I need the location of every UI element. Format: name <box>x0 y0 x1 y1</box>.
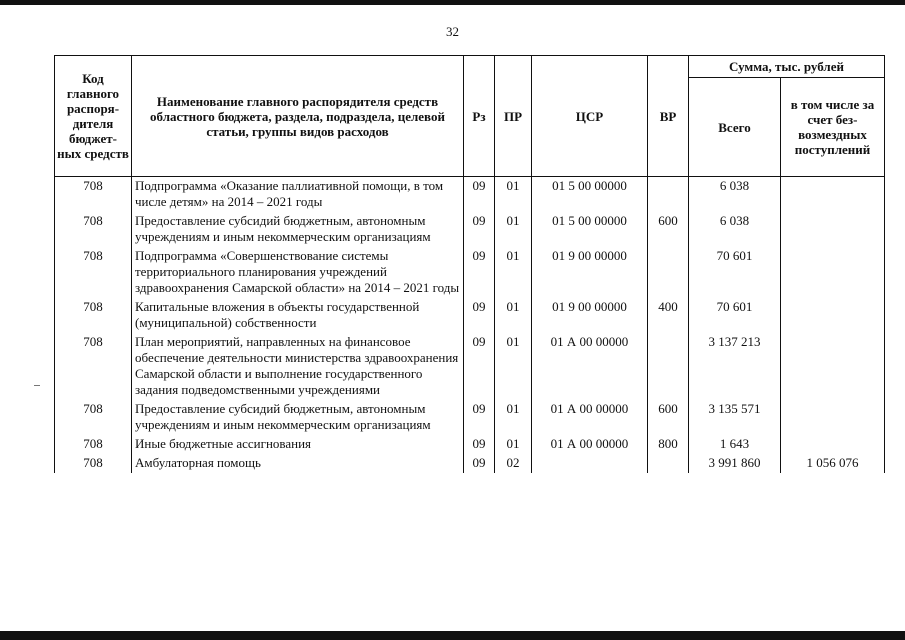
header-csr: ЦСР <box>532 56 648 177</box>
cell-vr <box>648 247 689 298</box>
cell-total: 70 601 <box>689 247 781 298</box>
table-row <box>55 298 885 333</box>
cell-vr: 600 <box>648 212 689 247</box>
cell-vr: 800 <box>648 435 689 454</box>
cell-grants <box>781 333 885 400</box>
budget-table <box>54 55 885 473</box>
cell-pr: 01 <box>495 435 532 454</box>
table-row <box>55 400 885 435</box>
cell-grants <box>781 247 885 298</box>
cell-name: Капитальные вложения в объекты государственной (муниципальной) собственности <box>132 298 464 333</box>
cell-code: 708 <box>55 400 132 435</box>
table-row <box>55 435 885 454</box>
table-row <box>55 177 885 213</box>
cell-code: 708 <box>55 212 132 247</box>
cell-name: Подпрограмма «Оказание паллиативной помощи, в том числе детям» на 2014 – 2021 годы <box>132 177 464 213</box>
cell-pr: 01 <box>495 247 532 298</box>
cell-code: 708 <box>55 435 132 454</box>
cell-csr: 01 9 00 00000 <box>532 247 648 298</box>
cell-name: План мероприятий, направленных на финансовое обеспечение деятельности министерства здравоохранения Самарской области и выполнение государственного задания подведомственными учреждениями <box>132 333 464 400</box>
cell-total: 3 137 213 <box>689 333 781 400</box>
header-total: Всего <box>689 78 781 177</box>
cell-vr <box>648 177 689 213</box>
cell-pr: 01 <box>495 212 532 247</box>
header-code: Код главного распоря-дителя бюджет-ных средств <box>55 56 132 177</box>
margin-mark <box>34 385 40 386</box>
cell-total: 6 038 <box>689 212 781 247</box>
cell-rz: 09 <box>464 247 495 298</box>
cell-name: Предоставление субсидий бюджетным, автономным учреждениям и иным некоммерческим организациям <box>132 212 464 247</box>
cell-code: 708 <box>55 298 132 333</box>
cell-grants <box>781 298 885 333</box>
header-grants: в том числе за счет без-возмездных поступлений <box>781 78 885 177</box>
header-pr: ПР <box>495 56 532 177</box>
header-name: Наименование главного распорядителя средств областного бюджета, раздела, подраздела, целевой статьи, группы видов расходов <box>132 56 464 177</box>
cell-pr: 01 <box>495 333 532 400</box>
cell-csr: 01 А 00 00000 <box>532 333 648 400</box>
page-number: 32 <box>446 24 459 39</box>
cell-grants: 1 056 076 <box>781 454 885 473</box>
cell-pr: 01 <box>495 400 532 435</box>
cell-grants <box>781 177 885 213</box>
cell-vr: 400 <box>648 298 689 333</box>
header-vr: ВР <box>648 56 689 177</box>
cell-name: Амбулаторная помощь <box>132 454 464 473</box>
table-header <box>55 56 885 177</box>
cell-grants <box>781 435 885 454</box>
cell-rz: 09 <box>464 177 495 213</box>
table-body <box>55 177 885 474</box>
cell-rz: 09 <box>464 333 495 400</box>
bottom-border-bar <box>0 631 905 640</box>
top-border-bar <box>0 0 905 5</box>
cell-total: 6 038 <box>689 177 781 213</box>
table-row <box>55 333 885 400</box>
cell-name: Иные бюджетные ассигнования <box>132 435 464 454</box>
cell-csr: 01 9 00 00000 <box>532 298 648 333</box>
cell-vr <box>648 333 689 400</box>
table-row <box>55 247 885 298</box>
cell-vr: 600 <box>648 400 689 435</box>
cell-total: 1 643 <box>689 435 781 454</box>
cell-csr: 01 5 00 00000 <box>532 212 648 247</box>
table-row <box>55 454 885 473</box>
cell-total: 70 601 <box>689 298 781 333</box>
cell-code: 708 <box>55 177 132 213</box>
cell-total: 3 135 571 <box>689 400 781 435</box>
cell-grants <box>781 400 885 435</box>
cell-rz: 09 <box>464 435 495 454</box>
header-sum-group: Сумма, тыс. рублей <box>689 56 885 78</box>
cell-vr <box>648 454 689 473</box>
table-row <box>55 212 885 247</box>
cell-code: 708 <box>55 454 132 473</box>
cell-rz: 09 <box>464 212 495 247</box>
cell-csr: 01 5 00 00000 <box>532 177 648 213</box>
cell-code: 708 <box>55 247 132 298</box>
cell-rz: 09 <box>464 454 495 473</box>
cell-grants <box>781 212 885 247</box>
cell-pr: 02 <box>495 454 532 473</box>
cell-rz: 09 <box>464 298 495 333</box>
cell-csr <box>532 454 648 473</box>
cell-csr: 01 А 00 00000 <box>532 400 648 435</box>
cell-name: Предоставление субсидий бюджетным, автономным учреждениям и иным некоммерческим организациям <box>132 400 464 435</box>
cell-code: 708 <box>55 333 132 400</box>
header-rz: Рз <box>464 56 495 177</box>
cell-pr: 01 <box>495 298 532 333</box>
cell-csr: 01 А 00 00000 <box>532 435 648 454</box>
cell-pr: 01 <box>495 177 532 213</box>
cell-total: 3 991 860 <box>689 454 781 473</box>
cell-name: Подпрограмма «Совершенствование системы территориального планирования учреждений здравоохранения Самарской области» на 2014 – 2021 годы <box>132 247 464 298</box>
cell-rz: 09 <box>464 400 495 435</box>
